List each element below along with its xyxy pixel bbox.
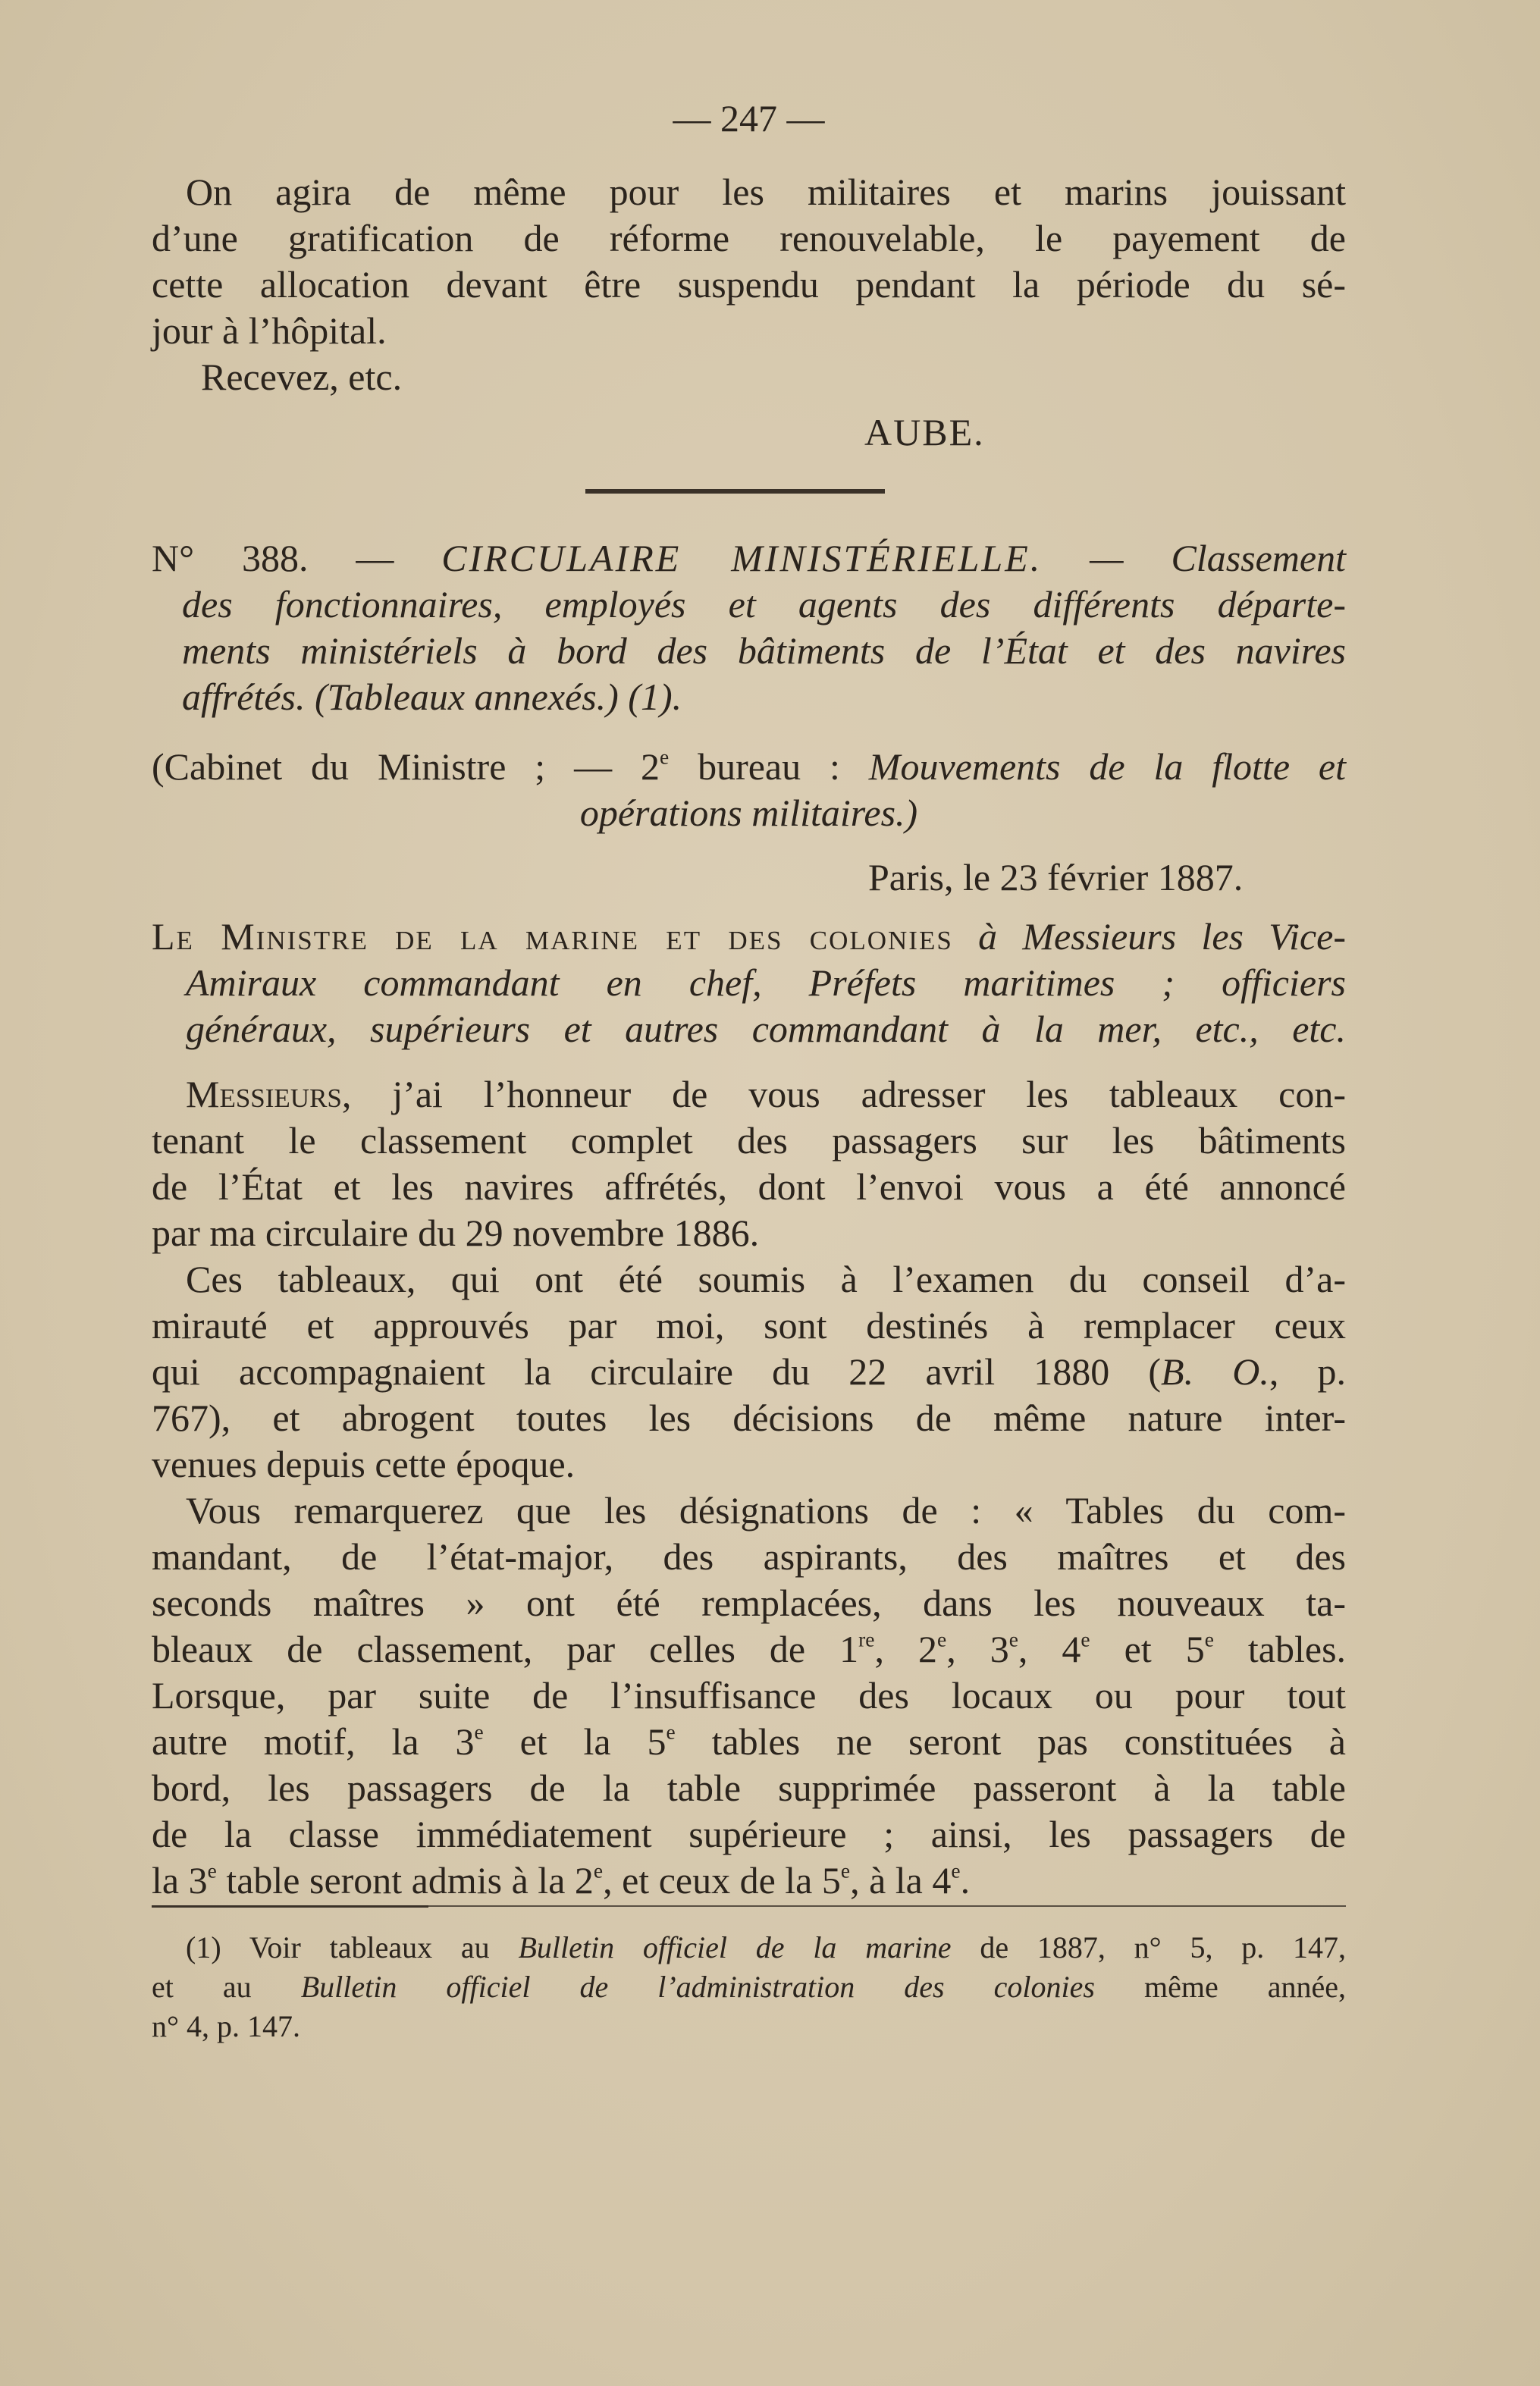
body-text: j’ai l’honneur de vous adresser les tableaux con- — [351, 1073, 1346, 1115]
footnote-line — [152, 1967, 1346, 2007]
text-line: jour à l’hôpital. — [152, 309, 387, 352]
body-line: 767), et abrogent toutes les décisions de même nature inter- — [152, 1397, 1346, 1439]
footnote-ref: Bulletin officiel de l’administration des colonies — [300, 1970, 1095, 2004]
body-text: qui accompagnaient la circulaire du 22 avril 1880 ( — [152, 1350, 1162, 1393]
body-line: seconds maîtres » ont été remplacées, dans les nouveaux ta- — [152, 1582, 1346, 1624]
address-line: Amiraux commandant en chef, Préfets maritimes ; officiers — [186, 961, 1346, 1004]
superscript: e — [474, 1720, 484, 1744]
superscript: e — [1008, 1627, 1018, 1651]
superscript: e — [840, 1858, 851, 1883]
body-line: venues depuis cette époque. — [152, 1443, 576, 1485]
office-line: opérations militaires.) — [579, 792, 918, 834]
body-text: , 2 — [874, 1628, 937, 1670]
footnote-text: même année, — [1094, 1970, 1347, 2004]
salutation: Messieurs, — [186, 1073, 352, 1115]
body-line — [152, 1858, 1346, 1904]
body-text: table seront admis à la 2 — [216, 1859, 594, 1902]
letter-body — [152, 1071, 1346, 1904]
superscript: e — [593, 1858, 604, 1883]
footnote-line — [152, 1928, 1346, 1967]
body-text: bleaux de classement, par celles de 1 — [152, 1628, 859, 1670]
body-text: tables ne seront pas constituées à — [675, 1720, 1346, 1763]
dash: — — [356, 537, 394, 579]
text-line: cette allocation devant être suspendu pendant la période du sé- — [152, 263, 1346, 306]
intro-paragraph — [152, 169, 1346, 400]
body-text: . — [960, 1859, 971, 1902]
page-number: — 247 — — [673, 97, 825, 140]
footnote-text: de 1887, n° 5, p. 147, — [951, 1930, 1347, 1964]
superscript: re — [858, 1627, 875, 1651]
date-block — [152, 854, 1346, 901]
circular-number: N° 388. — [152, 537, 309, 579]
circular-title: CIRCULAIRE MINISTÉRIELLE. — [441, 537, 1043, 579]
closing-formula: Recevez, etc. — [201, 356, 403, 398]
body-text: la 3 — [152, 1859, 208, 1902]
footnote-ref: Bulletin officiel de la marine — [518, 1930, 952, 1964]
body-line: mirauté et approuvés par moi, sont destinés à remplacer ceux — [152, 1304, 1346, 1347]
address-block — [152, 914, 1346, 1052]
text-line: On agira de même pour les militaires et marins jouissant — [186, 171, 1346, 213]
subject-line: affrétés. (Tableaux annexés.) (1). — [182, 676, 682, 718]
body-line: Ces tableaux, qui ont été soumis à l’examen du conseil d’a- — [186, 1258, 1346, 1300]
body-line: bord, les passagers de la table supprimée passeront à la table — [152, 1767, 1346, 1809]
body-line: Vous remarquerez que les désignations de : « Tables du com- — [186, 1489, 1346, 1532]
superscript: e — [666, 1720, 676, 1744]
circular-title-line — [152, 535, 1346, 582]
body-line: de l’État et les navires affrétés, dont l’envoi vous a été annoncé — [152, 1165, 1346, 1208]
superscript: e — [207, 1858, 217, 1883]
body-text: autre motif, la 3 — [152, 1720, 475, 1763]
superscript: e — [951, 1858, 961, 1883]
circular-heading — [152, 535, 1346, 720]
superscript: e — [1204, 1627, 1214, 1651]
body-line: par ma circulaire du 29 novembre 1886. — [152, 1212, 760, 1254]
body-line: mandant, de l’état-major, des aspirants, des maîtres et des — [152, 1535, 1346, 1578]
body-text: , et ceux de la 5 — [603, 1859, 841, 1902]
recipient: à Messieurs les Vice- — [978, 915, 1347, 958]
body-text: et la 5 — [483, 1720, 666, 1763]
subject-line: — Classement — [1090, 537, 1346, 579]
page-number-block — [152, 96, 1346, 142]
body-text: et 5 — [1090, 1628, 1205, 1670]
office-text: bureau : — [669, 745, 869, 788]
body-line: de la classe immédiatement supérieure ; ainsi, les passagers de — [152, 1813, 1346, 1855]
bulletin-ref: B. O. — [1161, 1350, 1269, 1393]
date-line: Paris, le 23 février 1887. — [868, 856, 1244, 898]
signature: AUBE. — [864, 411, 985, 453]
footnote-rule — [152, 1905, 428, 1908]
body-text: , 3 — [946, 1628, 1009, 1670]
subject-line: ments ministériels à bord des bâtiments de l’État et des navires — [182, 629, 1346, 672]
subject-line: des fonctionnaires, employés et agents des différents départe- — [182, 583, 1346, 626]
body-line — [152, 1349, 1346, 1395]
office-italic: Mouvements de la flotte et — [868, 745, 1346, 788]
footnote-text: (1) Voir tableaux au — [186, 1930, 519, 1964]
office-line — [152, 744, 1346, 790]
address-line — [152, 914, 1346, 960]
address-line: généraux, supérieurs et autres commandant à la mer, etc., etc. — [186, 1008, 1346, 1050]
body-text: , 4 — [1018, 1628, 1081, 1670]
body-line: Lorsque, par suite de l’insuffisance des locaux ou pour tout — [152, 1674, 1346, 1717]
signature-block — [152, 409, 1346, 456]
sender: Le Ministre de la marine et des colonies — [152, 915, 953, 958]
superscript: e — [1081, 1627, 1090, 1651]
superscript: e — [936, 1627, 947, 1651]
body-text: , à la 4 — [850, 1859, 952, 1902]
office-text: (Cabinet du Ministre ; — 2 — [152, 745, 660, 788]
body-line — [152, 1071, 1346, 1118]
office-block — [152, 744, 1346, 836]
footnote-text: et au — [152, 1970, 301, 2004]
body-text: , p. — [1269, 1350, 1347, 1393]
superscript: e — [659, 745, 670, 769]
body-line: tenant le classement complet des passagers sur les bâtiments — [152, 1119, 1346, 1162]
footnote — [152, 1928, 1346, 2046]
body-line — [152, 1626, 1346, 1673]
footnote-rule-extension — [428, 1905, 1346, 1907]
body-text: tables. — [1213, 1628, 1347, 1670]
section-divider — [585, 489, 885, 494]
body-line — [152, 1719, 1346, 1765]
footnote-line: n° 4, p. 147. — [152, 2009, 300, 2043]
text-line: d’une gratification de réforme renouvelable, le payement de — [152, 217, 1346, 259]
